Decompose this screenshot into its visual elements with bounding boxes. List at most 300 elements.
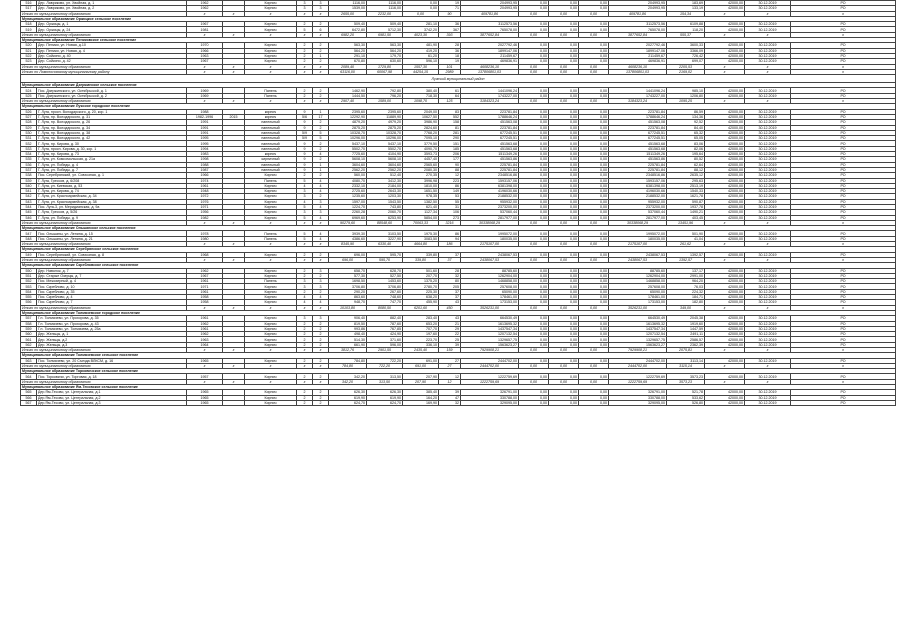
table-cell: 2444702,00 <box>461 363 519 368</box>
table-cell: 4104,90 <box>367 152 403 157</box>
table-cell: 0,00 <box>549 279 579 284</box>
table-cell: 2260,28 <box>329 210 367 215</box>
table-cell: 1982-1996 <box>187 114 223 119</box>
table-cell: 2817977,00 <box>609 215 667 220</box>
table-cell: 380,40 <box>403 88 439 93</box>
table-cell: 2 <box>313 88 329 93</box>
table-cell: РО <box>791 358 896 363</box>
table-cell: 3112573,56 <box>461 22 519 27</box>
table-cell: 0,00 <box>549 22 579 27</box>
table-cell: 948,70 <box>329 300 367 305</box>
table-cell: 0,00 <box>403 11 439 16</box>
table-cell: 7929908,21 <box>609 348 667 353</box>
table-cell: x <box>745 11 791 16</box>
table-cell: 1392,57 <box>667 257 705 262</box>
table-cell: 2348516,86 <box>609 173 667 178</box>
table-cell: 22 <box>439 332 461 337</box>
table-cell: 2 <box>313 390 329 395</box>
table-cell: 1995072,00 <box>609 231 667 236</box>
table-cell: x <box>705 305 745 310</box>
table-cell: 42000,00 <box>705 141 745 146</box>
table-cell: 4 <box>313 300 329 305</box>
table-cell: 0,00 <box>579 332 609 337</box>
table-cell: 371,60 <box>367 337 403 342</box>
table-cell: 205 <box>439 284 461 289</box>
table-cell: 225781,84 <box>609 167 667 172</box>
table-cell: Муниципальное образование Торковичское сельское поселение <box>21 369 896 374</box>
table-cell: 0,00 <box>549 114 579 119</box>
table-cell: 3227,90 <box>367 236 403 241</box>
table-cell: 2 <box>313 289 329 294</box>
table-cell: 0,00 <box>579 305 609 310</box>
table-cell: 3779,50 <box>403 141 439 146</box>
table-cell: 2817977,00 <box>461 215 519 220</box>
table-cell: 539 <box>21 178 37 183</box>
table-cell: РО <box>791 326 896 331</box>
table-cell: 0,00 <box>579 348 609 353</box>
table-cell: Панель <box>245 236 297 241</box>
table-cell: 9 <box>297 152 313 157</box>
table-cell: 628,70 <box>367 268 403 273</box>
table-cell: 6381398,00 <box>609 183 667 188</box>
table-cell: Пос. Скреблово, д. 35 <box>37 289 187 294</box>
table-cell: 0,00 <box>519 348 549 353</box>
table-cell: 747,70 <box>367 300 403 305</box>
table-cell: 0,00 <box>549 342 579 347</box>
table-cell: 2 <box>313 141 329 146</box>
table-cell: 30.12.2019 <box>745 48 791 53</box>
table-cell: Г. Луга, ул. Комсомольская, д. 21а <box>37 157 187 162</box>
table-cell: x <box>245 220 297 225</box>
table-cell: 30.12.2019 <box>745 236 791 241</box>
table-cell: 270,35 <box>403 173 439 178</box>
table-cell: 521 <box>21 48 37 53</box>
table-cell: 0,00 <box>579 342 609 347</box>
table-cell: 283,40 <box>403 316 439 321</box>
table-cell: x <box>297 242 313 247</box>
table-cell: 3366,09 <box>667 48 705 53</box>
table-cell: 32 <box>439 273 461 278</box>
table-cell: 42000,00 <box>705 252 745 257</box>
table-cell: 42000,00 <box>705 88 745 93</box>
table-cell: 2373200,00 <box>609 204 667 209</box>
table-cell: 37 <box>439 252 461 257</box>
table-cell: 5437,10 <box>367 141 403 146</box>
table-cell: Кирпич <box>245 395 297 400</box>
table-cell: РО <box>791 1 896 6</box>
table-cell: 25 <box>439 337 461 342</box>
table-cell: 30.12.2019 <box>745 332 791 337</box>
table-cell: 765078,00 <box>609 27 667 32</box>
table-cell: 1539,00 <box>329 6 367 11</box>
table-cell: x <box>223 220 245 225</box>
table-cell: 2395,60 <box>367 109 403 114</box>
table-cell: 1961 <box>187 279 223 284</box>
table-cell: 30.12.2019 <box>745 59 791 64</box>
table-cell: 0,00 <box>549 358 579 363</box>
table-cell: 718,30 <box>403 93 439 98</box>
table-cell: 2907,40 <box>329 99 367 104</box>
table-cell: 0,00 <box>579 316 609 321</box>
table-cell: 670,80 <box>329 59 367 64</box>
table-cell: 223781,84 <box>461 109 519 114</box>
table-cell: 4457,40 <box>403 157 439 162</box>
table-cell: 223781,84 <box>461 125 519 130</box>
table-cell: 290 <box>439 136 461 141</box>
table-cell: 28 <box>439 43 461 48</box>
table-cell: 30.12.2019 <box>745 173 791 178</box>
table-cell: 0,00 <box>579 215 609 220</box>
table-cell: 30.12.2019 <box>745 321 791 326</box>
table-cell: x <box>313 220 329 225</box>
table-cell: Итого по муниципальному образованию <box>21 242 187 247</box>
table-cell: 2 <box>297 59 313 64</box>
table-cell: 1222759,69 <box>609 374 667 379</box>
table-cell: 2015 <box>223 114 245 119</box>
table-cell: x <box>791 379 896 384</box>
table-cell: x <box>313 69 329 74</box>
table-cell: x <box>223 11 245 16</box>
table-cell: 4196030,66 <box>461 189 519 194</box>
table-cell: 5712,30 <box>367 27 403 32</box>
table-cell: 204993,95 <box>461 1 519 6</box>
table-cell: 0,00 <box>579 252 609 257</box>
table-cell: 0,00 <box>549 27 579 32</box>
table-cell: РО <box>791 183 896 188</box>
table-cell: РО <box>791 130 896 135</box>
table-cell: 1207132,54 <box>461 332 519 337</box>
table-cell: x <box>223 69 245 74</box>
table-cell: 0,00 <box>519 363 549 368</box>
table-cell: 4 <box>313 231 329 236</box>
table-cell: 30.12.2019 <box>745 88 791 93</box>
table-cell: 36 <box>439 48 461 53</box>
table-cell: Г. Луга, ул. Победы, д. 4 <box>37 162 187 167</box>
table-cell: 30.12.2019 <box>745 337 791 342</box>
table-cell: 1962 <box>187 268 223 273</box>
table-cell: 4090,70 <box>403 146 439 151</box>
table-cell: 0,00 <box>519 342 549 347</box>
table-cell: 0,00 <box>519 141 549 146</box>
table-cell: РО <box>791 136 896 141</box>
table-cell: 0,00 <box>519 162 549 167</box>
table-cell: 481,90 <box>403 43 439 48</box>
table-cell: кирпичный <box>245 157 297 162</box>
table-cell: Кирпич <box>245 358 297 363</box>
table-cell: 88548,60 <box>367 220 403 225</box>
table-cell: 0,00 <box>519 300 549 305</box>
table-cell: 158 <box>439 120 461 125</box>
table-cell: 0,00 <box>519 242 549 247</box>
table-cell: 1967 <box>187 59 223 64</box>
table-cell: 551 <box>21 273 37 278</box>
table-cell: x <box>313 99 329 104</box>
table-cell: 184,71 <box>667 295 705 300</box>
table-cell: 326791,00 <box>461 390 519 395</box>
table-cell: 1972 <box>187 194 223 199</box>
table-cell: 677245,51 <box>609 136 667 141</box>
table-cell: 0,00 <box>549 236 579 241</box>
table-cell: Пос. Ольшаны, ул. Ленина, д. 21 <box>37 236 187 241</box>
table-cell: 1899147,06 <box>609 48 667 53</box>
table-cell: 2635,12 <box>667 173 705 178</box>
table-cell: 595,70 <box>367 257 403 262</box>
table-cell: 1207132,54 <box>609 332 667 337</box>
table-cell: Г. Луга, ул. Кирова, д. 74 <box>37 189 187 194</box>
table-cell: x <box>705 69 745 74</box>
table-cell: 42000,00 <box>705 210 745 215</box>
table-cell: 0,00 <box>549 130 579 135</box>
table-cell: x <box>297 305 313 310</box>
table-cell: Пос. Луга-3, ул. Меридианская, д. 9а <box>37 204 187 209</box>
table-cell: x <box>223 99 245 104</box>
table-cell: x <box>187 220 223 225</box>
table-cell: РО <box>791 279 896 284</box>
table-cell: 19 <box>439 1 461 6</box>
table-cell: 42000,00 <box>705 136 745 141</box>
table-cell: 2 <box>313 400 329 405</box>
table-cell: 2 <box>313 146 329 151</box>
table-cell: 0,00 <box>579 257 609 262</box>
table-cell: 9 <box>297 109 313 114</box>
table-cell: 0,00 <box>519 167 549 172</box>
table-cell: Кирпич <box>245 342 297 347</box>
table-cell: 3 <box>297 279 313 284</box>
table-cell: РО <box>791 316 896 321</box>
table-cell: 0,00 <box>519 194 549 199</box>
table-cell: Г. Луга, пр. Володарского, д. 34 <box>37 125 187 130</box>
table-cell: x <box>791 348 896 353</box>
table-cell: 39 <box>439 342 461 347</box>
table-cell: 3083,50 <box>403 236 439 241</box>
table-cell: 2 <box>313 59 329 64</box>
table-cell: 0,00 <box>519 295 549 300</box>
table-cell: 0,00 <box>519 379 549 384</box>
table-cell: 2175107,00 <box>461 242 519 247</box>
table-cell: 1978 <box>187 231 223 236</box>
table-cell: 527 <box>21 114 37 119</box>
table-cell: 3115,14 <box>667 363 705 368</box>
table-cell: 6330,40 <box>367 242 403 247</box>
table-cell: 19 <box>439 59 461 64</box>
table-cell: 42000,00 <box>705 326 745 331</box>
table-cell: 1262904,00 <box>461 273 519 278</box>
table-cell: 0,00 <box>519 114 549 119</box>
table-cell: Кирпич <box>245 252 297 257</box>
table-cell: 7768,20 <box>403 130 439 135</box>
table-cell: РО <box>791 374 896 379</box>
table-cell: 2 <box>297 53 313 58</box>
table-cell: Г. Луга, просп. Володарского, д. 20, кор. 1 <box>37 109 187 114</box>
table-cell: 541 <box>21 189 37 194</box>
table-cell: 0,00 <box>579 300 609 305</box>
table-cell: 223 <box>439 178 461 183</box>
table-cell: 1998 <box>187 157 223 162</box>
table-cell: 164,20 <box>403 395 439 400</box>
table-cell: Муниципальное образование Лужское городское поселение <box>21 104 896 109</box>
table-cell: 5502,70 <box>329 146 367 151</box>
table-cell: 42000,00 <box>705 53 745 58</box>
table-cell: 30.12.2019 <box>745 6 791 11</box>
table-cell: 30.12.2019 <box>745 395 791 400</box>
table-cell: 1961 <box>187 289 223 294</box>
table-cell: 5608,10 <box>367 157 403 162</box>
table-cell: 565 <box>21 390 37 395</box>
table-cell: Итого по муниципальному образованию <box>21 11 187 16</box>
table-cell: 30.12.2019 <box>745 390 791 395</box>
table-cell: РО <box>791 342 896 347</box>
table-cell: Итого по муниципальному образованию <box>21 379 187 384</box>
table-cell: 1462,90 <box>329 88 367 93</box>
table-cell: 11889,90 <box>367 114 403 119</box>
table-cell: Пос. Скреблово, д. 10 <box>37 284 187 289</box>
table-cell: 521,78 <box>667 390 705 395</box>
table-cell: 1235,60 <box>329 194 367 199</box>
table-cell: Итого по муниципальному образованию <box>21 32 187 37</box>
table-cell <box>223 400 245 405</box>
table-cell: 1981 <box>187 27 223 32</box>
table-cell: 55 <box>439 199 461 204</box>
table-cell: 30.12.2019 <box>745 204 791 209</box>
table-cell: 273 <box>439 215 461 220</box>
table-cell: 90279,60 <box>329 220 367 225</box>
table-cell: 2562,20 <box>329 167 367 172</box>
table-cell: 677245,51 <box>461 130 519 135</box>
table-cell: 339,80 <box>403 252 439 257</box>
table-cell: 522 <box>21 53 37 58</box>
table-cell: 0,00 <box>519 125 549 130</box>
table-cell: 82,06 <box>667 146 705 151</box>
table-cell: 30.12.2019 <box>745 1 791 6</box>
table-cell: 42000,00 <box>705 374 745 379</box>
table-cell: x <box>245 99 297 104</box>
table-cell: 30.12.2019 <box>745 316 791 321</box>
table-cell: РО <box>791 6 896 11</box>
table-cell: 1116,00 <box>329 1 367 6</box>
table-cell: РО <box>791 167 896 172</box>
table-cell: 512,40 <box>367 173 403 178</box>
table-cell: 0,00 <box>549 374 579 379</box>
table-cell: 1563623,27 <box>461 342 519 347</box>
table-cell: Муниципальное образование Толмачевское городское поселение <box>21 310 896 315</box>
table-cell: x <box>791 99 896 104</box>
table-cell: x <box>313 32 329 37</box>
table-cell: 0,00 <box>519 130 549 135</box>
table-cell: 2 <box>297 93 313 98</box>
table-cell: 538 <box>21 173 37 178</box>
table-cell: Кирпич <box>245 27 297 32</box>
table-cell: 290,20 <box>329 289 367 294</box>
table-cell: 863,60 <box>329 295 367 300</box>
table-cell: 1971 <box>187 284 223 289</box>
table-cell: 3939,30 <box>329 231 367 236</box>
table-cell: 3706,80 <box>367 284 403 289</box>
table-cell: 550 <box>21 268 37 273</box>
table-cell: 2 <box>313 93 329 98</box>
table-cell: 30.12.2019 <box>745 162 791 167</box>
table-cell: 555 <box>21 295 37 300</box>
table-cell: 0,00 <box>549 252 579 257</box>
table-cell: 1958 <box>187 295 223 300</box>
table-cell: 2 <box>313 43 329 48</box>
table-cell: 455,90 <box>403 300 439 305</box>
table-cell: 9 <box>297 162 313 167</box>
table-cell: Муниципальное образование Толмачевское сельское поселение <box>21 353 896 358</box>
table-cell: 30.12.2019 <box>745 109 791 114</box>
table-cell: 1098,70 <box>403 99 439 104</box>
table-cell: 0,00 <box>519 157 549 162</box>
table-cell: x <box>313 11 329 16</box>
table-cell: 30.12.2019 <box>745 400 791 405</box>
table-cell: 42000,00 <box>705 390 745 395</box>
table-cell: Кирпич <box>245 204 297 209</box>
table-cell: 535 <box>21 157 37 162</box>
table-cell: 367 <box>439 27 461 32</box>
table-cell: 0,00 <box>579 88 609 93</box>
table-cell: x <box>297 32 313 37</box>
table-cell: 3 <box>297 284 313 289</box>
table-cell: 30.12.2019 <box>745 167 791 172</box>
table-cell: Кирпич <box>245 268 297 273</box>
table-cell: 42000,00 <box>705 6 745 11</box>
table-cell: 1441096,24 <box>461 88 519 93</box>
table-cell: 567 <box>21 400 37 405</box>
table-cell: 1919,60 <box>667 321 705 326</box>
table-cell: панельный <box>245 162 297 167</box>
table-cell: 2 <box>297 268 313 273</box>
table-cell: 2444702,00 <box>609 358 667 363</box>
table-cell: 9 <box>297 157 313 162</box>
table-cell: 4 <box>297 300 313 305</box>
table-cell: 3 <box>313 210 329 215</box>
table-cell: 1937,78 <box>667 204 705 209</box>
table-cell: 2060,70 <box>367 210 403 215</box>
table-cell: 563,30 <box>367 43 403 48</box>
table-cell: x <box>791 305 896 310</box>
table-cell: 0,00 <box>549 1 579 6</box>
table-cell: 1222759,69 <box>461 374 519 379</box>
table-cell: 2 <box>313 374 329 379</box>
table-cell: 784,80 <box>329 363 367 368</box>
table-cell: 2 <box>313 173 329 178</box>
table-cell: 27 <box>439 358 461 363</box>
table-cell: 329095,00 <box>461 400 519 405</box>
table-cell: 1988 <box>187 109 223 114</box>
table-cell: РО <box>791 93 896 98</box>
table-cell: 224,32 <box>667 289 705 294</box>
table-cell: Пос. Серебрянский, ул. Совхозная, д. 8 <box>37 252 187 257</box>
table-cell: Г.п. Толмачево, ул. Толмачева, д. 25а <box>37 326 187 331</box>
table-cell: 2 <box>297 321 313 326</box>
table-cell: 2 <box>313 337 329 342</box>
table-cell: Г. Луга, ул. Красноармейская, д. 34 <box>37 194 187 199</box>
table-cell: 2 <box>313 326 329 331</box>
table-cell: 0,00 <box>549 167 579 172</box>
table-cell: РО <box>791 43 896 48</box>
table-cell: 42000,00 <box>705 152 745 157</box>
table-cell: Г. Луга, пр. Кирова, д. 73 <box>37 152 187 157</box>
table-cell: 9 <box>297 167 313 172</box>
table-cell: 225781,84 <box>461 162 519 167</box>
table-cell: 501,90 <box>667 231 705 236</box>
table-cell: 2 <box>297 390 313 395</box>
table-cell: 261,62 <box>667 242 705 247</box>
table-cell: 42000,00 <box>705 130 745 135</box>
table-cell: РО <box>791 321 896 326</box>
table-cell: 0,00 <box>519 99 549 104</box>
table-cell: Кирпич <box>245 59 297 64</box>
table-cell: 9 <box>297 146 313 151</box>
